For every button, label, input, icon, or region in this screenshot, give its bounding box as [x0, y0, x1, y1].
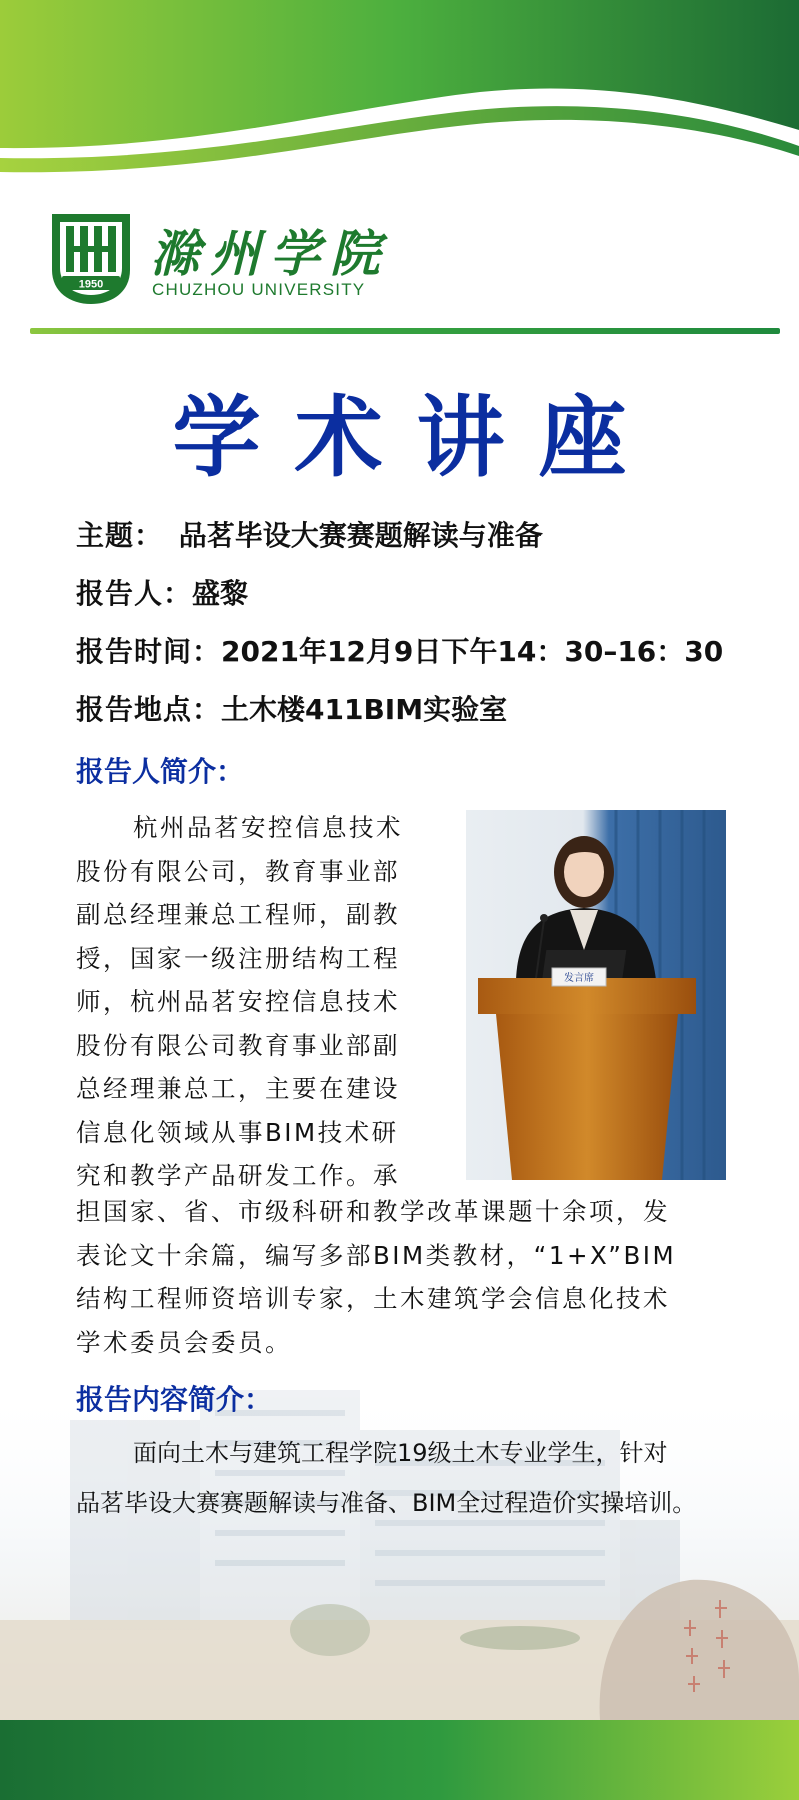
speaker-value: 盛黎 — [192, 577, 249, 610]
bio-text — [76, 806, 426, 1198]
header-divider — [30, 328, 780, 334]
bio-line: 结构工程师资培训专家，土木建筑学会信息化技术 — [76, 1284, 670, 1313]
content-line: 品茗毕设大赛赛题解读与准备、BIM全过程造价实操培训。 — [76, 1489, 697, 1517]
content-heading: 报告内容简介： — [76, 1383, 273, 1416]
header-wave — [0, 0, 799, 190]
nameplate-text: 发言席 — [564, 973, 594, 984]
topic-value: 品茗毕设大赛赛题解读与准备 — [178, 519, 543, 552]
university-emblem-icon — [48, 210, 134, 306]
bio-line: 股份有限公司教育事业部副 — [76, 1030, 400, 1060]
bio-line: 师，杭州品茗安控信息技术 — [76, 987, 400, 1016]
speaker-photo — [466, 810, 726, 1180]
bio-line: 信息化领域从事BIM技术研 — [76, 1117, 399, 1147]
place-value: 土木楼411BIM实验室 — [221, 693, 508, 726]
page-title: 学术讲座 — [172, 386, 661, 489]
info-topic — [76, 514, 543, 554]
bio-line: 究和教学产品研发工作。承 — [76, 1161, 400, 1190]
time-value: 2021年12月9日下午14：30–16：30 — [221, 635, 724, 668]
bio-line: 担国家、省、市级科研和教学改革课题十余项，发 — [76, 1197, 670, 1226]
info-speaker — [76, 572, 248, 612]
info-time — [76, 630, 723, 670]
bio-line: 股份有限公司，教育事业部 — [76, 856, 400, 886]
logo-year: 1950 — [78, 278, 104, 291]
topic-label: 主题： — [76, 519, 164, 552]
speaker-label: 报告人： — [76, 577, 193, 610]
bio-line: 学术委员会委员。 — [76, 1327, 292, 1357]
time-label: 报告时间： — [76, 635, 222, 668]
bio-line: 授，国家一级注册结构工程 — [76, 943, 400, 973]
university-name-cn: 滁州学院 — [150, 224, 390, 283]
content-line: 面向土木与建筑工程学院19级土木专业学生，针对 — [133, 1439, 668, 1467]
university-name-en: CHUZHOU UNIVERSITY — [152, 280, 366, 299]
bio-line: 副总经理兼总工程师，副教 — [76, 900, 400, 929]
footer-band — [0, 1720, 799, 1800]
bio-text-continued — [76, 1190, 756, 1364]
bio-line: 杭州品茗安控信息技术 — [133, 813, 403, 842]
info-place — [76, 688, 507, 728]
bio-heading: 报告人简介： — [76, 755, 245, 788]
place-label: 报告地点： — [76, 693, 222, 726]
bio-line: 表论文十余篇，编写多部BIM类教材，“1+X”BIM — [76, 1240, 677, 1270]
bio-line: 总经理兼总工，主要在建设 — [76, 1074, 400, 1103]
university-logo — [48, 210, 488, 310]
content-text — [76, 1428, 776, 1528]
